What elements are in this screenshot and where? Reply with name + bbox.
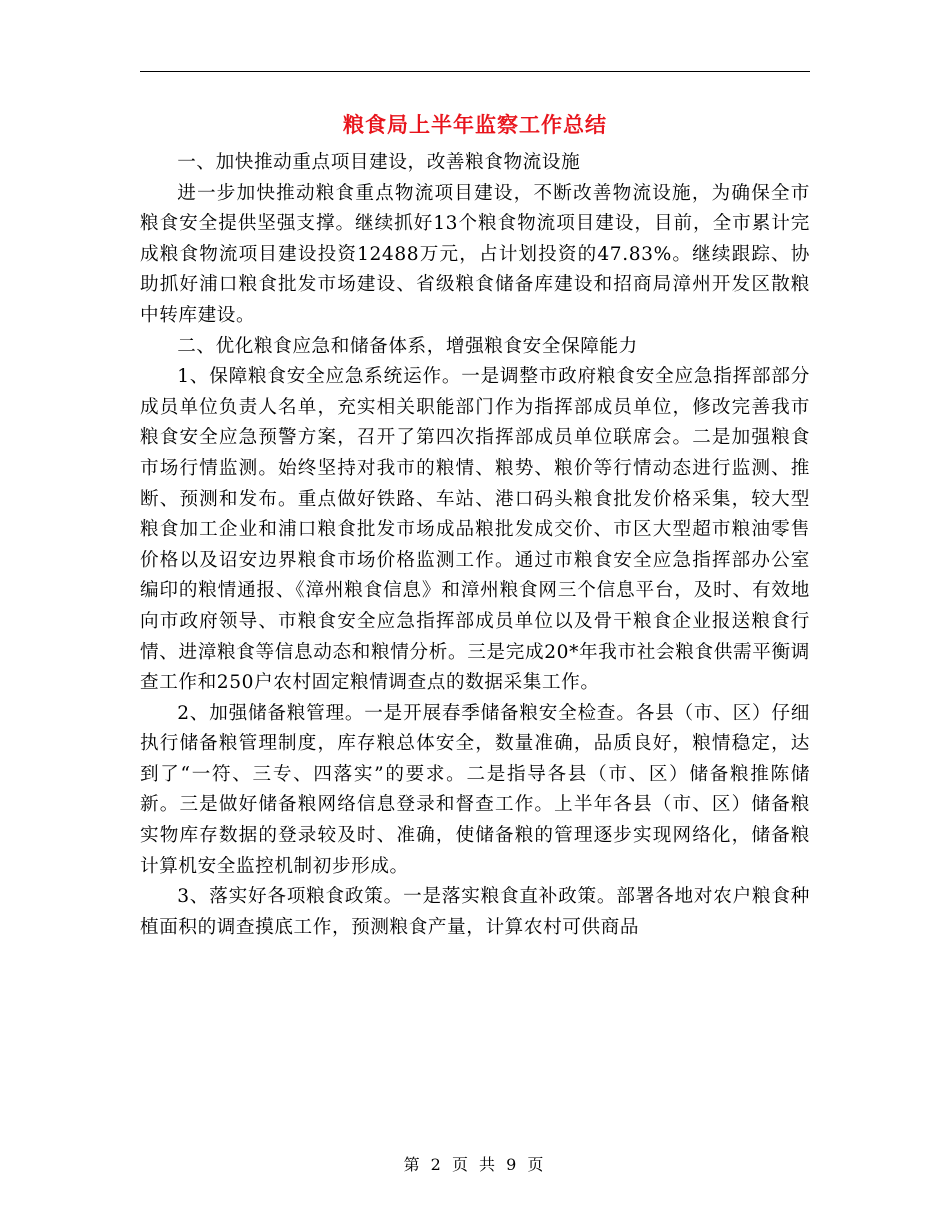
- section-heading-2: 二、优化粮食应急和储备体系，增强粮食安全保障能力: [177, 335, 638, 357]
- document-title: 粮食局上半年监察工作总结: [343, 113, 607, 137]
- page-number: 第 2 页 共 9 页: [403, 1155, 547, 1174]
- header-rule: [140, 71, 810, 72]
- paragraph-grain-policy: 3、落实好各项粮食政策。一是落实粮食直补政策。部署各地对农户粮食种植面积的调查摸底工作，预测粮食产量，计算农村可供商品: [140, 886, 810, 938]
- section-heading-1: 一、加快推动重点项目建设，改善粮食物流设施: [177, 152, 581, 173]
- document-body: [140, 148, 810, 943]
- paragraph-logistics: 进一步加快推动粮食重点物流项目建设，不断改善物流设施，为确保全市粮食安全提供坚强支撑。继续抓好13个粮食物流项目建设，目前，全市累计完成粮食物流项目建设投资12488万元，占计划投资的47.83%。继续跟踪、协助抓好浦口粮食批发市场建设、省级粮食储备库建设和招商局漳州开发区散粮中转库建设。: [140, 182, 810, 326]
- paragraph-reserve-management: 2、加强储备粮管理。一是开展春季储备粮安全检查。各县（市、区）仔细执行储备粮管理制度，库存粮总体安全，数量准确，品质良好，粮情稳定，达到了“一符、三专、四落实”的要求。二是指导各县（市、区）储备粮推陈储新。三是做好储备粮网络信息登录和督查工作。上半年各县（市、区）储备粮实物库存数据的登录较及时、准确，使储备粮的管理逐步实现网络化，储备粮计算机安全监控机制初步形成。: [140, 702, 810, 877]
- paragraph-emergency-system: 1、保障粮食安全应急系统运作。一是调整市政府粮食安全应急指挥部部分成员单位负责人名单，充实相关职能部门作为指挥部成员单位，修改完善我市粮食安全应急预警方案，召开了第四次指挥部成员单位联席会。二是加强粮食市场行情监测。始终坚持对我市的粮情、粮势、粮价等行情动态进行监测、推断、预测和发布。重点做好铁路、车站、港口码头粮食批发价格采集，较大型粮食加工企业和浦口粮食批发市场成品粮批发成交价、市区大型超市粮油零售价格以及诏安边界粮食市场价格监测工作。通过市粮食安全应急指挥部办公室编印的粮情通报、《漳州粮食信息》和漳州粮食网三个信息平台，及时、有效地向市政府领导、市粮食安全应急指挥部成员单位以及骨干粮食企业报送粮食行情、进漳粮食等信息动态和粮情分析。三是完成20*年我市社会粮食供需平衡调查工作和250户农村固定粮情调查点的数据采集工作。: [140, 366, 810, 694]
